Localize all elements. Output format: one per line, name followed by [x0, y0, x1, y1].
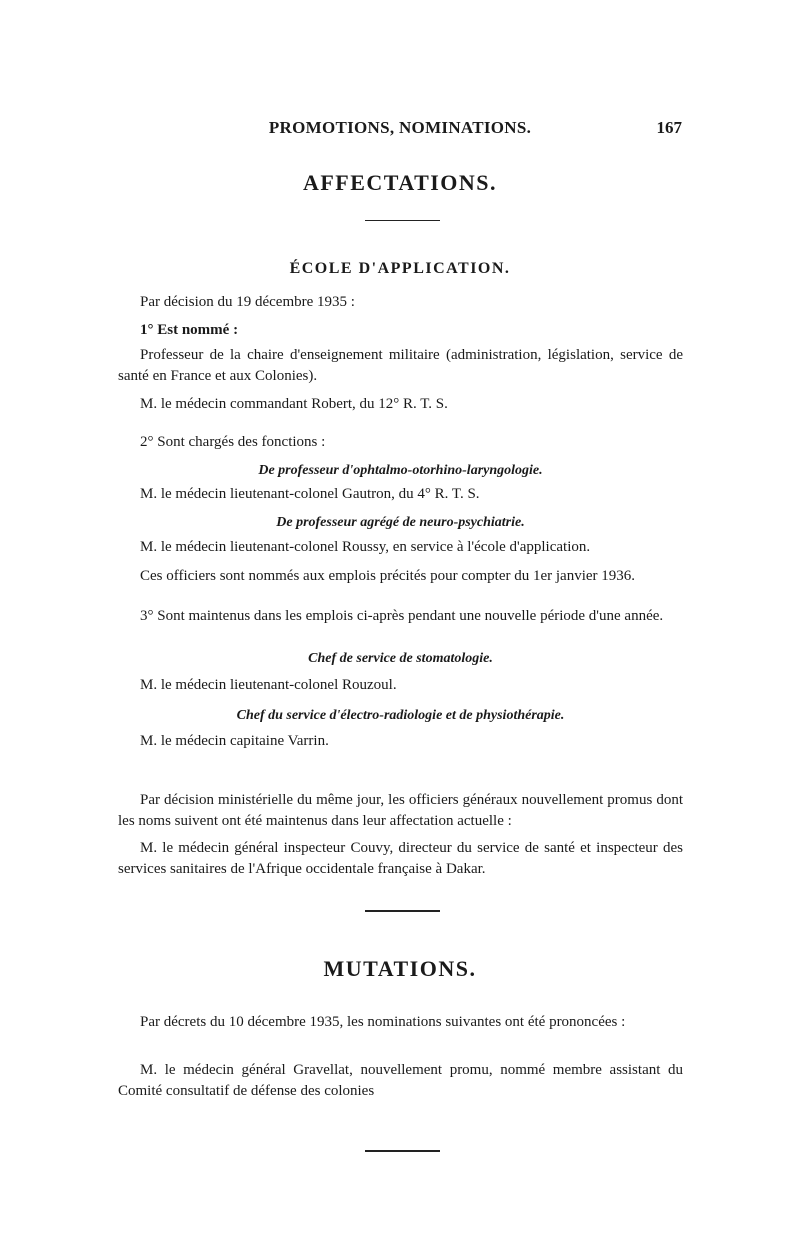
item2-post1: De professeur d'ophtalmo-otorhino-laryngologie.: [258, 463, 543, 478]
running-head: [0, 117, 800, 141]
item2-post2: De professeur agrégé de neuro-psychiatrie.: [276, 515, 525, 530]
ministerial-decision: Par décision ministérielle du même jour, les officiers généraux nouvellement promus dont les noms suivent ont été maintenus dans leur affectation actuelle :: [118, 792, 683, 829]
item2-person2: M. le médecin lieutenant-colonel Roussy, en service à l'école d'application.: [140, 539, 591, 555]
item1-text: Professeur de la chaire d'enseignement militaire (administration, législation, service de santé en France et aux Colonies).: [118, 347, 683, 384]
item3-post2: Chef du service d'électro-radiologie et de physiothérapie.: [236, 708, 565, 723]
item1-person: M. le médecin commandant Robert, du 12° R. T. S.: [140, 396, 448, 412]
item3-post1: Chef de service de stomatologie.: [308, 651, 493, 666]
decree-line: Par décrets du 10 décembre 1935, les nominations suivantes ont été prononcées :: [140, 1014, 626, 1030]
affectations-title: AFFECTATIONS.: [302, 170, 498, 195]
officers-note: Ces officiers sont nommés aux emplois précités pour compter du 1er janvier 1936.: [140, 568, 636, 584]
end-rule: [365, 1150, 440, 1152]
item1-heading: 1° Est nommé :: [140, 322, 239, 338]
item2-person1: M. le médecin lieutenant-colonel Gautron, du 4° R. T. S.: [140, 486, 480, 502]
decree-person: M. le médecin général Gravellat, nouvellement promu, nommé membre assistant du Comité consultatif de défense des colonies: [118, 1062, 683, 1099]
section-rule: [365, 910, 440, 912]
school-heading: ÉCOLE D'APPLICATION.: [289, 260, 511, 277]
page-number: 167: [656, 118, 682, 137]
item3-text: 3° Sont maintenus dans les emplois ci-après pendant une nouvelle période d'une année.: [140, 608, 664, 624]
title-rule: [365, 220, 440, 221]
item3-person1: M. le médecin lieutenant-colonel Rouzoul.: [140, 677, 397, 693]
decision-line: Par décision du 19 décembre 1935 :: [140, 294, 355, 310]
ministerial-person: M. le médecin général inspecteur Couvy, directeur du service de santé et inspecteur des services sanitaires de l'Afrique occidentale française à Dakar.: [118, 840, 683, 877]
mutations-title: MUTATIONS.: [323, 956, 477, 981]
item2-heading: 2° Sont chargés des fonctions :: [140, 434, 326, 450]
item3-person2: M. le médecin capitaine Varrin.: [140, 733, 329, 749]
running-title: PROMOTIONS, NOMINATIONS.: [268, 118, 532, 137]
